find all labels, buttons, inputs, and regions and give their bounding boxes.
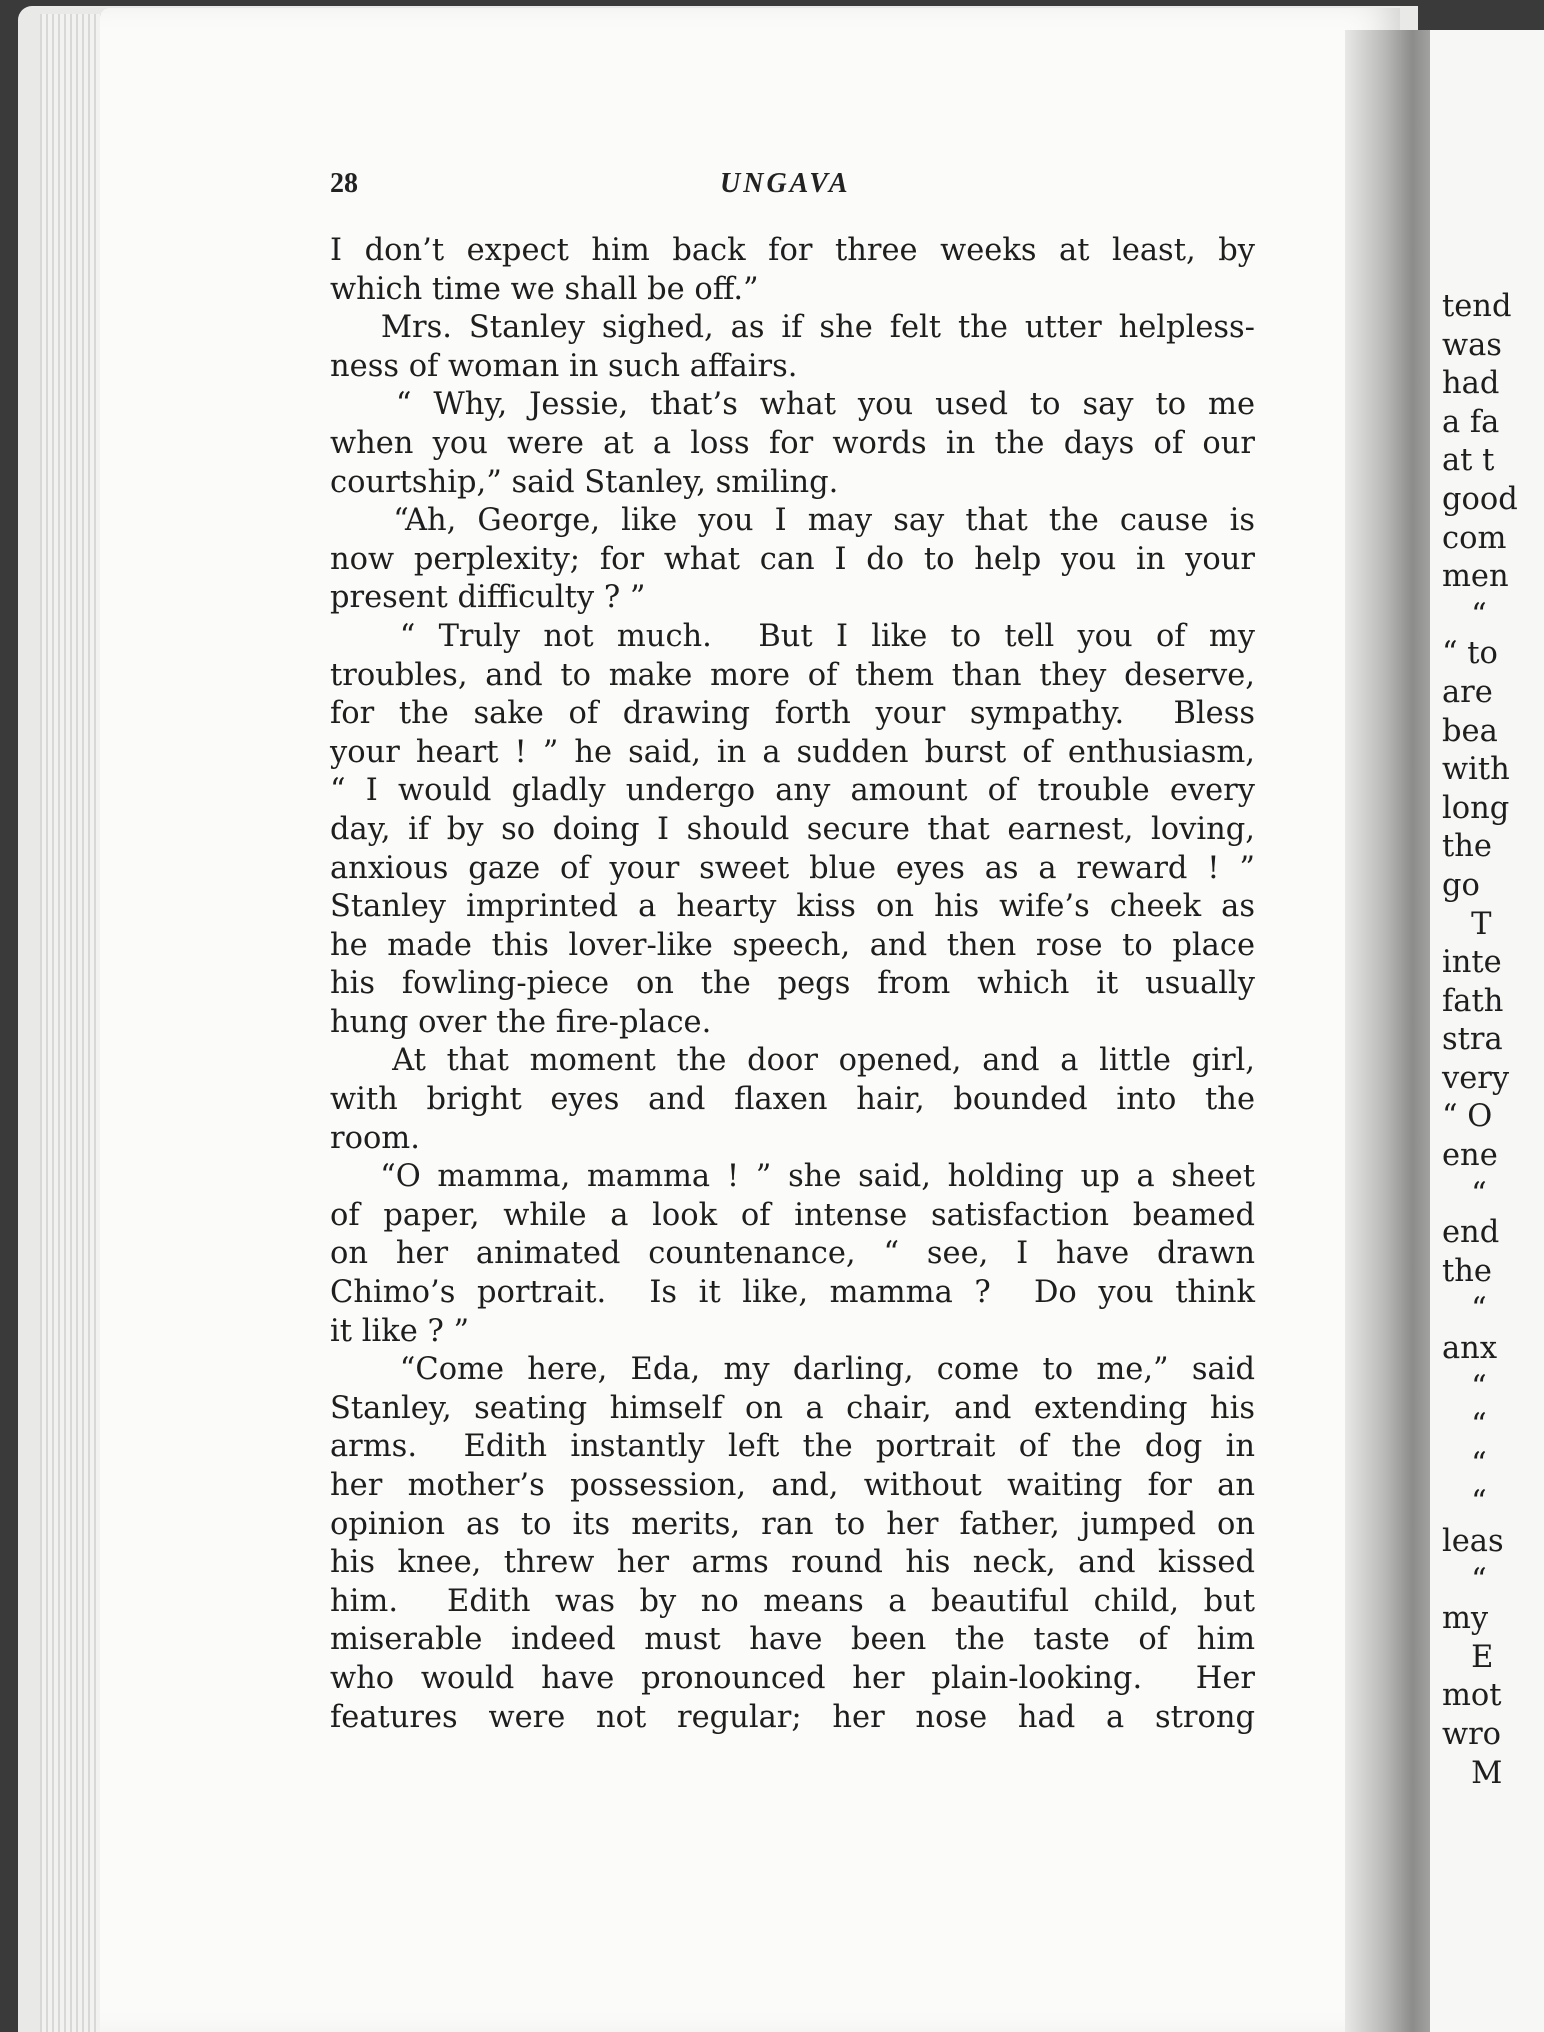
facing-page-line: a fa [1442, 404, 1500, 440]
text-line: miserable indeed must have been the taste of him [330, 1622, 1255, 1658]
facing-page-line: fath [1442, 983, 1504, 1019]
facing-page-line: com [1442, 520, 1507, 556]
facing-page-line: ene [1442, 1138, 1498, 1174]
text-line: present difficulty ? ” [330, 580, 646, 616]
text-line: “ I would gladly undergo any amount of trouble every [330, 773, 1255, 809]
text-line: features were not regular; her nose had a strong [330, 1699, 1255, 1735]
facing-page-line: good [1442, 481, 1518, 517]
facing-page-line: “ [1442, 1369, 1487, 1405]
text-line: I don’t expect him back for three weeks at least, by [330, 233, 1255, 268]
text-line: now perplexity; for what can I do to help you in your [330, 541, 1255, 577]
text-line: your heart ! ” he said, in a sudden burst of enthusiasm, [330, 734, 1255, 770]
facing-page-line: go [1442, 867, 1480, 903]
facing-page-line: men [1442, 559, 1509, 595]
text-line: Mrs. Stanley sighed, as if she felt the utter helpless- [330, 310, 1255, 346]
facing-page-line: stra [1442, 1022, 1503, 1058]
text-line: opinion as to its merits, ran to her father, jumped on [330, 1506, 1255, 1542]
text-line: hung over the fire-place. [330, 1004, 712, 1040]
text-line: ness of woman in such affairs. [330, 348, 798, 384]
facing-page-line: M [1442, 1755, 1503, 1791]
text-line: “Ah, George, like you I may say that the cause is [330, 503, 1255, 539]
text-line: of paper, while a look of intense satisfaction beamed [330, 1197, 1255, 1233]
text-line: with bright eyes and flaxen hair, bounded into the [330, 1082, 1255, 1118]
facing-page-line: “ to [1442, 636, 1498, 672]
facing-page-line: leas [1442, 1524, 1504, 1559]
text-line: “ Why, Jessie, that’s what you used to say to me [330, 387, 1255, 423]
facing-page-line: the [1442, 1253, 1492, 1289]
text-line: his knee, threw her arms round his neck, and kissed [330, 1545, 1255, 1581]
text-line: for the sake of drawing forth your sympathy. Bless [330, 696, 1255, 732]
facing-page-line: wro [1442, 1716, 1502, 1752]
facing-page-line: with [1442, 752, 1510, 788]
book-gutter [1345, 30, 1435, 2032]
facing-page-line: “ [1442, 1176, 1487, 1212]
facing-page-line: “ [1442, 597, 1487, 633]
text-line: courtship,” said Stanley, smiling. [330, 464, 839, 500]
facing-page-line: T [1442, 906, 1492, 942]
text-line: who would have pronounced her plain-looking. Her [330, 1660, 1255, 1696]
facing-page-line: “ [1442, 1408, 1487, 1444]
text-line: troubles, and to make more of them than they deserve, [330, 657, 1255, 693]
body-text [330, 232, 1255, 1737]
facing-page-line: had [1442, 366, 1500, 402]
text-line: anxious gaze of your sweet blue eyes as a reward ! ” [330, 850, 1255, 886]
facing-page-line: tend [1442, 289, 1512, 324]
facing-page-line: “ [1442, 1562, 1487, 1598]
text-line: him. Edith was by no means a beautiful child, but [330, 1583, 1255, 1619]
facing-page-line: mot [1442, 1678, 1502, 1714]
text-line: he made this lover-like speech, and then rose to place [330, 927, 1255, 963]
facing-page-line: “ [1442, 1292, 1487, 1328]
facing-page-line: are [1442, 674, 1493, 710]
facing-page-line: at t [1442, 443, 1495, 479]
facing-page-line: end [1442, 1215, 1500, 1251]
facing-page-line: “ [1442, 1446, 1487, 1482]
facing-page [1430, 30, 1544, 2032]
text-line: her mother’s possession, and, without waiting for an [330, 1468, 1255, 1503]
facing-page-line: the [1442, 829, 1492, 865]
text-line: on her animated countenance, “ see, I have drawn [330, 1236, 1255, 1272]
text-line: room. [330, 1120, 420, 1156]
text-line: arms. Edith instantly left the portrait of the dog in [330, 1429, 1255, 1465]
page-number: 28 [330, 168, 358, 199]
text-line: when you were at a loss for words in the days of our [330, 425, 1255, 461]
text-line: Stanley, seating himself on a chair, and extending his [330, 1390, 1255, 1426]
text-line: “O mamma, mamma ! ” she said, holding up a sheet [330, 1159, 1255, 1195]
facing-page-line: inte [1442, 945, 1502, 981]
running-title: UNGAVA [720, 168, 851, 199]
text-line: Stanley imprinted a hearty kiss on his wife’s cheek as [330, 889, 1255, 925]
text-line: it like ? ” [330, 1313, 470, 1349]
page-header [330, 168, 870, 208]
facing-page-line: was [1442, 327, 1502, 363]
facing-page-line: long [1442, 790, 1510, 826]
text-line: his fowling-piece on the pegs from which it usually [330, 966, 1255, 1002]
text-line: At that moment the door opened, and a little girl, [330, 1043, 1255, 1079]
text-line: which time we shall be off.” [330, 271, 759, 307]
facing-page-line: my [1442, 1601, 1489, 1637]
text-line: “ Truly not much. But I like to tell you of my [330, 618, 1255, 654]
facing-page-text [1442, 288, 1544, 1793]
text-line: “Come here, Eda, my darling, come to me,” said [330, 1352, 1255, 1388]
facing-page-line: “ [1442, 1485, 1487, 1521]
facing-page-line: E [1442, 1639, 1494, 1675]
text-line: Chimo’s portrait. Is it like, mamma ? Do you think [330, 1275, 1255, 1311]
facing-page-line: very [1442, 1060, 1510, 1096]
facing-page-line: anx [1442, 1331, 1498, 1367]
facing-page-line: “ O [1442, 1099, 1493, 1135]
text-line: day, if by so doing I should secure that earnest, loving, [330, 811, 1255, 847]
facing-page-line: bea [1442, 713, 1498, 749]
